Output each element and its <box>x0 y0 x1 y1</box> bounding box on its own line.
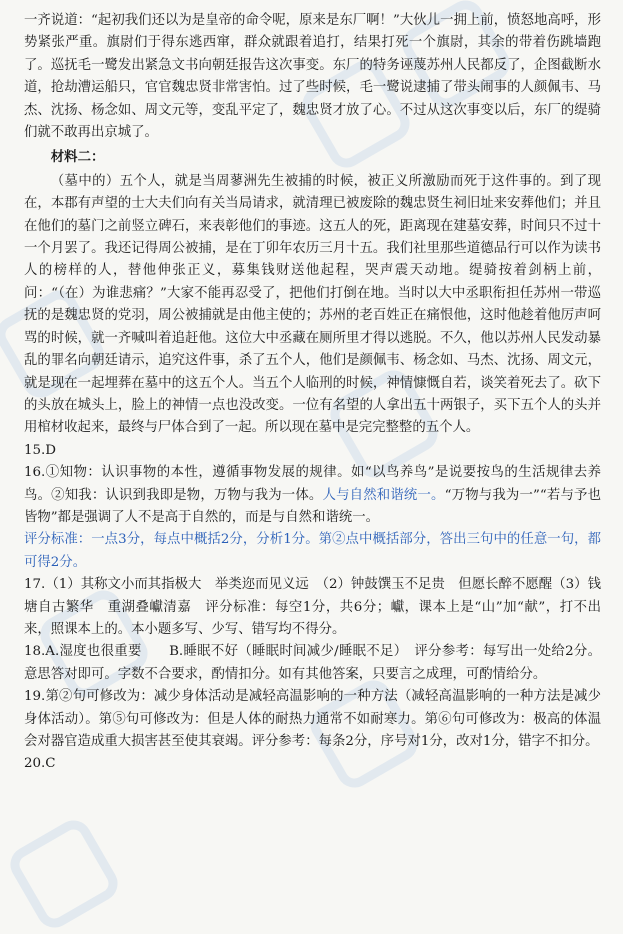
answer-16 <box>24 462 601 529</box>
heading-material-two: 材料二： <box>50 149 105 166</box>
paragraph-material-two: （墓中的）五个人，就是当周蓼洲先生被捕的时候，被正义所激励而死于这件事的。到了现在，本郡有声望的士大夫们向有关当局请求，就清理已被废除的魏忠贤生祠旧址来安葬他们；并且在他们的墓门之前竖立碑石，来表彰他们的事迹。这五人的死，距离现在建墓安葬，时间只不过十一个月罢了。我还记得周公被捕，是在丁卯年农历三月十五。我们社里那些道德品行可以作为读书人的榜样的人，替他伸张正义，募集钱财送他起程，哭声震天动地。缇骑按着剑柄上前，问：“（在）为谁悲痛？”大家不能再忍受了，把他们打倒在地。当时以大中丞职衔担任苏州一带巡抚的是魏忠贤的党羽，周公被捕就是由他主使的；苏州的老百姓正在痛恨他，这时他趁着他厉声呵骂的时候，就一齐喊叫着追赶他。这位大中丞藏在厕所里才得以逃脱。不久，他以苏州人民发动暴乱的罪名向朝廷请示，追究这件事，杀了五个人，他们是颜佩韦、杨念如、马杰、沈扬、周文元，就是现在一起埋葬在墓中的这五个人。当五个人临刑的时候，神情慷慨自若，谈笑着死去了。砍下的头放在城头上，脸上的神情一点也没改变。一位有名望的人拿出五十两银子，买下五个人的头并用棺材收起来，最终与尸体合到了一起。所以现在墓中是完完整整的五个人。 <box>24 173 601 436</box>
answer-20: 20.C <box>24 756 56 772</box>
answer-15: 15.D <box>24 442 57 458</box>
answer-16-scoring: 评分标准：一点3分，每点中概括2分，分析1分。第②点中概括部分，答出三句中的任意一句，都可得2分。 <box>24 532 601 570</box>
answer-16-highlight: 人与自然和谐统一。 <box>322 487 445 503</box>
answer-17: 17.（1）其称文小而其指极大 举类迩而见义远 （2）钟鼓馔玉不足贵 但愿长醉不愿醒（3）钱塘自古繁华 重湖叠巘清嘉 评分标准：每空1分，共6分；巘，课本上是“山”加“献”，打不出来，照课本上的。本小题多写、少写、错写均不得分。 <box>24 577 601 637</box>
answer-16-part-3: “万物与我为一”“若与予也皆物”都是强调了人不是高于自然的，而是与自然和谐统一。 <box>24 487 602 525</box>
answer-18: 18.A.湿度也很重要 B.睡眠不好（睡眠时间减少/睡眠不足） 评分参考：每写出一处给2分。意思答对即可。字数不合要求，酌情扣分。如有其他答案，只要言之成理，可酌情给分。 <box>24 644 601 682</box>
answer-16-part-1: 16.①知物：认识事物的本性，遵循事物发展的规律。如“以鸟养鸟”是说要按鸟的生活规律去养鸟。②知我：认识到我即是物，万物与我为一体。 <box>24 465 601 503</box>
answer-19: 19.第②句可修改为：减少身体活动是减轻高温影响的一种方法（减轻高温影响的一种方法是减少身体活动）。第⑤句可修改为：但是人体的耐热力通常不如耐寒力。第⑥句可修改为：极高的体温会对器官造成重大损害甚至使其衰竭。评分参考：每条2分，序号对1分，改对1分，错字不扣分。 <box>24 689 601 749</box>
paragraph-material-one-end: 一齐说道：“起初我们还以为是皇帝的命令呢，原来是东厂啊！”大伙儿一拥上前，愤怒地高呼，形势紧张严重。旗尉们于得东逃西窜，群众就跟着追打，结果打死一个旗尉，其余的带着伤跳墙跑了。巡抚毛一鹭发出紧急文书向朝廷报告这次事变。东厂的特务诬蔑苏州人民都反了，企图截断水道，抢劫漕运船只，官官魏忠贤非常害怕。过了些时候，毛一鹭说逮捕了带头闹事的人颜佩韦、马杰、沈扬、杨念如、周文元等，变乱平定了，魏忠贤才放了心。不过从这次事变以后，东厂的缇骑们就不敢再出京城了。 <box>24 13 601 141</box>
